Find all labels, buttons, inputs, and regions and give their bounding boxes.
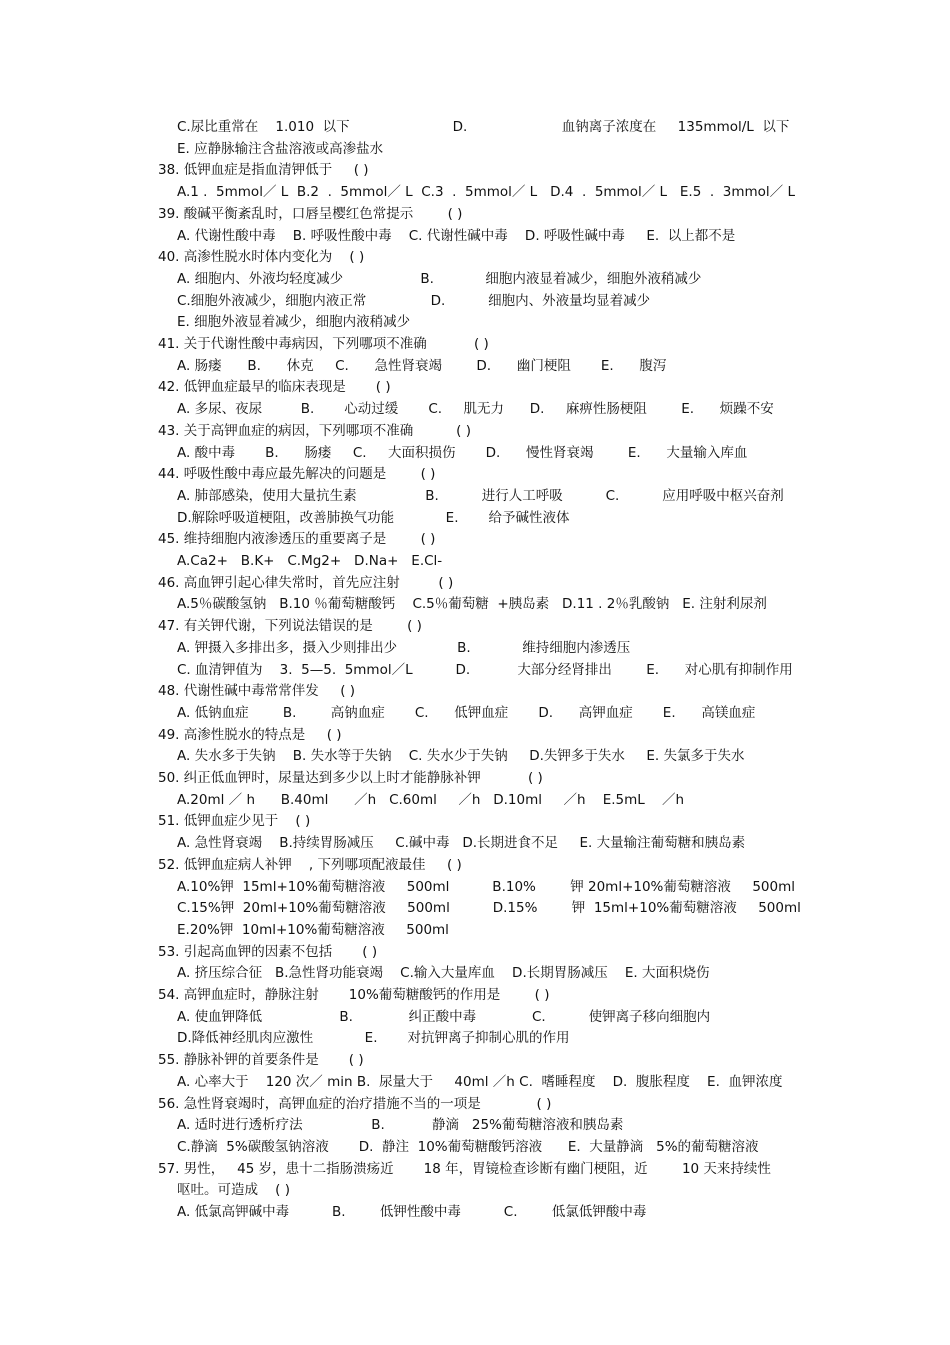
option-line: A.1 . 5mmol／ L B.2 . 5mmol／ L C.3 . 5mmol／ L D.4 . 5mmol／ L E.5 . 3mmol／ L [177, 184, 795, 201]
question-line: 51. 低钾血症少见于 ( ) [158, 813, 311, 830]
question-line: 45. 维持细胞内液渗透压的重要离子是 ( ) [158, 531, 436, 548]
option-line: A. 心率大于 120 次／ min B. 尿量大于 40ml ／h C. 嗜睡程度 D. 腹胀程度 E. 血钾浓度 [177, 1073, 783, 1090]
question-line: 57. 男性， 45 岁，患十二指肠溃疡近 18 年，胃镜检查诊断有幽门梗阻，近 10 天来持续性 [158, 1160, 771, 1177]
option-line: A. 肺部感染，使用大量抗生素 B. 进行人工呼吸 C. 应用呼吸中枢兴奋剂 [177, 487, 784, 504]
option-line: A. 急性肾衰竭 B.持续胃肠减压 C.碱中毒 D.长期进食不足 E. 大量输注葡萄糖和胰岛素 [177, 835, 746, 852]
option-line: A.Ca2+ B.K+ C.Mg2+ D.Na+ E.Cl- [177, 553, 443, 569]
question-line: 56. 急性肾衰竭时，高钾血症的治疗措施不当的一项是 ( ) [158, 1095, 552, 1112]
question-line: 40. 高渗性脱水时体内变化为 ( ) [158, 249, 365, 266]
option-line: A. 酸中毒 B. 肠瘘 C. 大面积损伤 D. 慢性肾衰竭 E. 大量输入库血 [177, 444, 748, 461]
question-line: 46. 高血钾引起心律失常时，首先应注射 ( ) [158, 574, 454, 591]
question-line: 48. 代谢性碱中毒常常伴发 ( ) [158, 683, 356, 700]
option-line: A. 钾摄入多排出多，摄入少则排出少 B. 维持细胞内渗透压 [177, 639, 631, 656]
option-line: E. 应静脉输注含盐溶液或高渗盐水 [177, 140, 384, 157]
option-line: C.静滴 5%碳酸氢钠溶液 D. 静注 10%葡萄糖酸钙溶液 E. 大量静滴 5%的葡萄糖溶液 [177, 1138, 759, 1155]
question-line: 47. 有关钾代谢，下列说法错误的是 ( ) [158, 618, 422, 635]
option-line: D.降低神经肌肉应激性 E. 对抗钾离子抑制心肌的作用 [177, 1030, 570, 1047]
question-line: 55. 静脉补钾的首要条件是 ( ) [158, 1052, 364, 1069]
question-line: 42. 低钾血症最早的临床表现是 ( ) [158, 379, 391, 396]
question-line: 50. 纠正低血钾时，尿量达到多少以上时才能静脉补钾 ( ) [158, 770, 543, 786]
question-line: 38. 低钾血症是指血清钾低于 ( ) [158, 162, 369, 179]
question-line: 39. 酸碱平衡紊乱时，口唇呈樱红色常提示 ( ) [158, 205, 463, 222]
option-line: E. 细胞外液显着减少，细胞内液稍减少 [177, 314, 411, 331]
question-line: 44. 呼吸性酸中毒应最先解决的问题是 ( ) [158, 466, 436, 483]
option-line: A. 适时进行透析疗法 B. 静滴 25%葡萄糖溶液和胰岛素 [177, 1117, 624, 1134]
question-line: 54. 高钾血症时，静脉注射 10%葡萄糖酸钙的作用是 ( ) [158, 987, 550, 1003]
option-line: 呕吐。可造成 ( ) [177, 1182, 290, 1199]
question-line: 52. 低钾血症病人补钾 , 下列哪项配液最佳 ( ) [158, 856, 462, 873]
option-line: A.10%钾 15ml+10%葡萄糖溶液 500ml B.10% 钾 20ml+10%葡萄糖溶液 500ml [177, 878, 796, 895]
option-line: A. 低钠血症 B. 高钠血症 C. 低钾血症 D. 高钾血症 E. 高镁血症 [177, 704, 756, 721]
option-line: C.15%钾 20ml+10%葡萄糖溶液 500ml D.15% 钾 15ml+10%葡萄糖溶液 500ml [177, 900, 801, 917]
option-line: A. 肠瘘 B. 休克 C. 急性肾衰竭 D. 幽门梗阻 E. 腹泻 [177, 357, 667, 374]
question-line: 49. 高渗性脱水的特点是 ( ) [158, 726, 342, 743]
option-line: A. 失水多于失钠 B. 失水等于失钠 C. 失水少于失钠 D.失钾多于失水 E. 失氯多于失水 [177, 748, 745, 765]
option-line: A. 多尿、夜尿 B. 心动过缓 C. 肌无力 D. 麻痹性肠梗阻 E. 烦躁不安 [177, 401, 774, 418]
question-line: 43. 关于高钾血症的病因，下列哪项不准确 ( ) [158, 422, 471, 439]
option-line: A.5％碳酸氢钠 B.10 ％葡萄糖酸钙 C.5％葡萄糖 +胰岛素 D.11 . 2％乳酸钠 E. 注射利尿剂 [177, 596, 767, 613]
option-line: A. 低氯高钾碱中毒 B. 低钾性酸中毒 C. 低氯低钾酸中毒 [177, 1204, 647, 1220]
option-line: C.细胞外液减少，细胞内液正常 D. 细胞内、外液量均显着减少 [177, 292, 651, 309]
option-line: D.解除呼吸道梗阻，改善肺换气功能 E. 给予碱性液体 [177, 509, 570, 526]
option-line: A. 细胞内、外液均轻度减少 B. 细胞内液显着减少，细胞外液稍减少 [177, 270, 702, 287]
option-line: A.20ml ／ h B.40ml ／h C.60ml ／h D.10ml ／h E.5mL ／h [177, 791, 684, 808]
option-line: A. 代谢性酸中毒 B. 呼吸性酸中毒 C. 代谢性碱中毒 D. 呼吸性碱中毒 E. 以上都不是 [177, 227, 736, 244]
option-line: E.20%钾 10ml+10%葡萄糖溶液 500ml [177, 921, 449, 938]
question-line: 41. 关于代谢性酸中毒病因，下列哪项不准确 ( ) [158, 336, 489, 352]
option-line: A. 挤压综合征 B.急性肾功能衰竭 C.输入大量库血 D.长期胃肠减压 E. 大面积烧伤 [177, 965, 710, 982]
option-line: C. 血清钾值为 3. 5—5. 5mmol／L D. 大部分经肾排出 E. 对心肌有抑制作用 [177, 661, 793, 678]
option-line: A. 使血钾降低 B. 纠正酸中毒 C. 使钾离子移向细胞内 [177, 1008, 711, 1025]
option-line: C.尿比重常在 1.010 以下 D. 血钠离子浓度在 135mmol/L 以下 [177, 119, 790, 135]
question-line: 53. 引起高血钾的因素不包括 ( ) [158, 943, 378, 960]
